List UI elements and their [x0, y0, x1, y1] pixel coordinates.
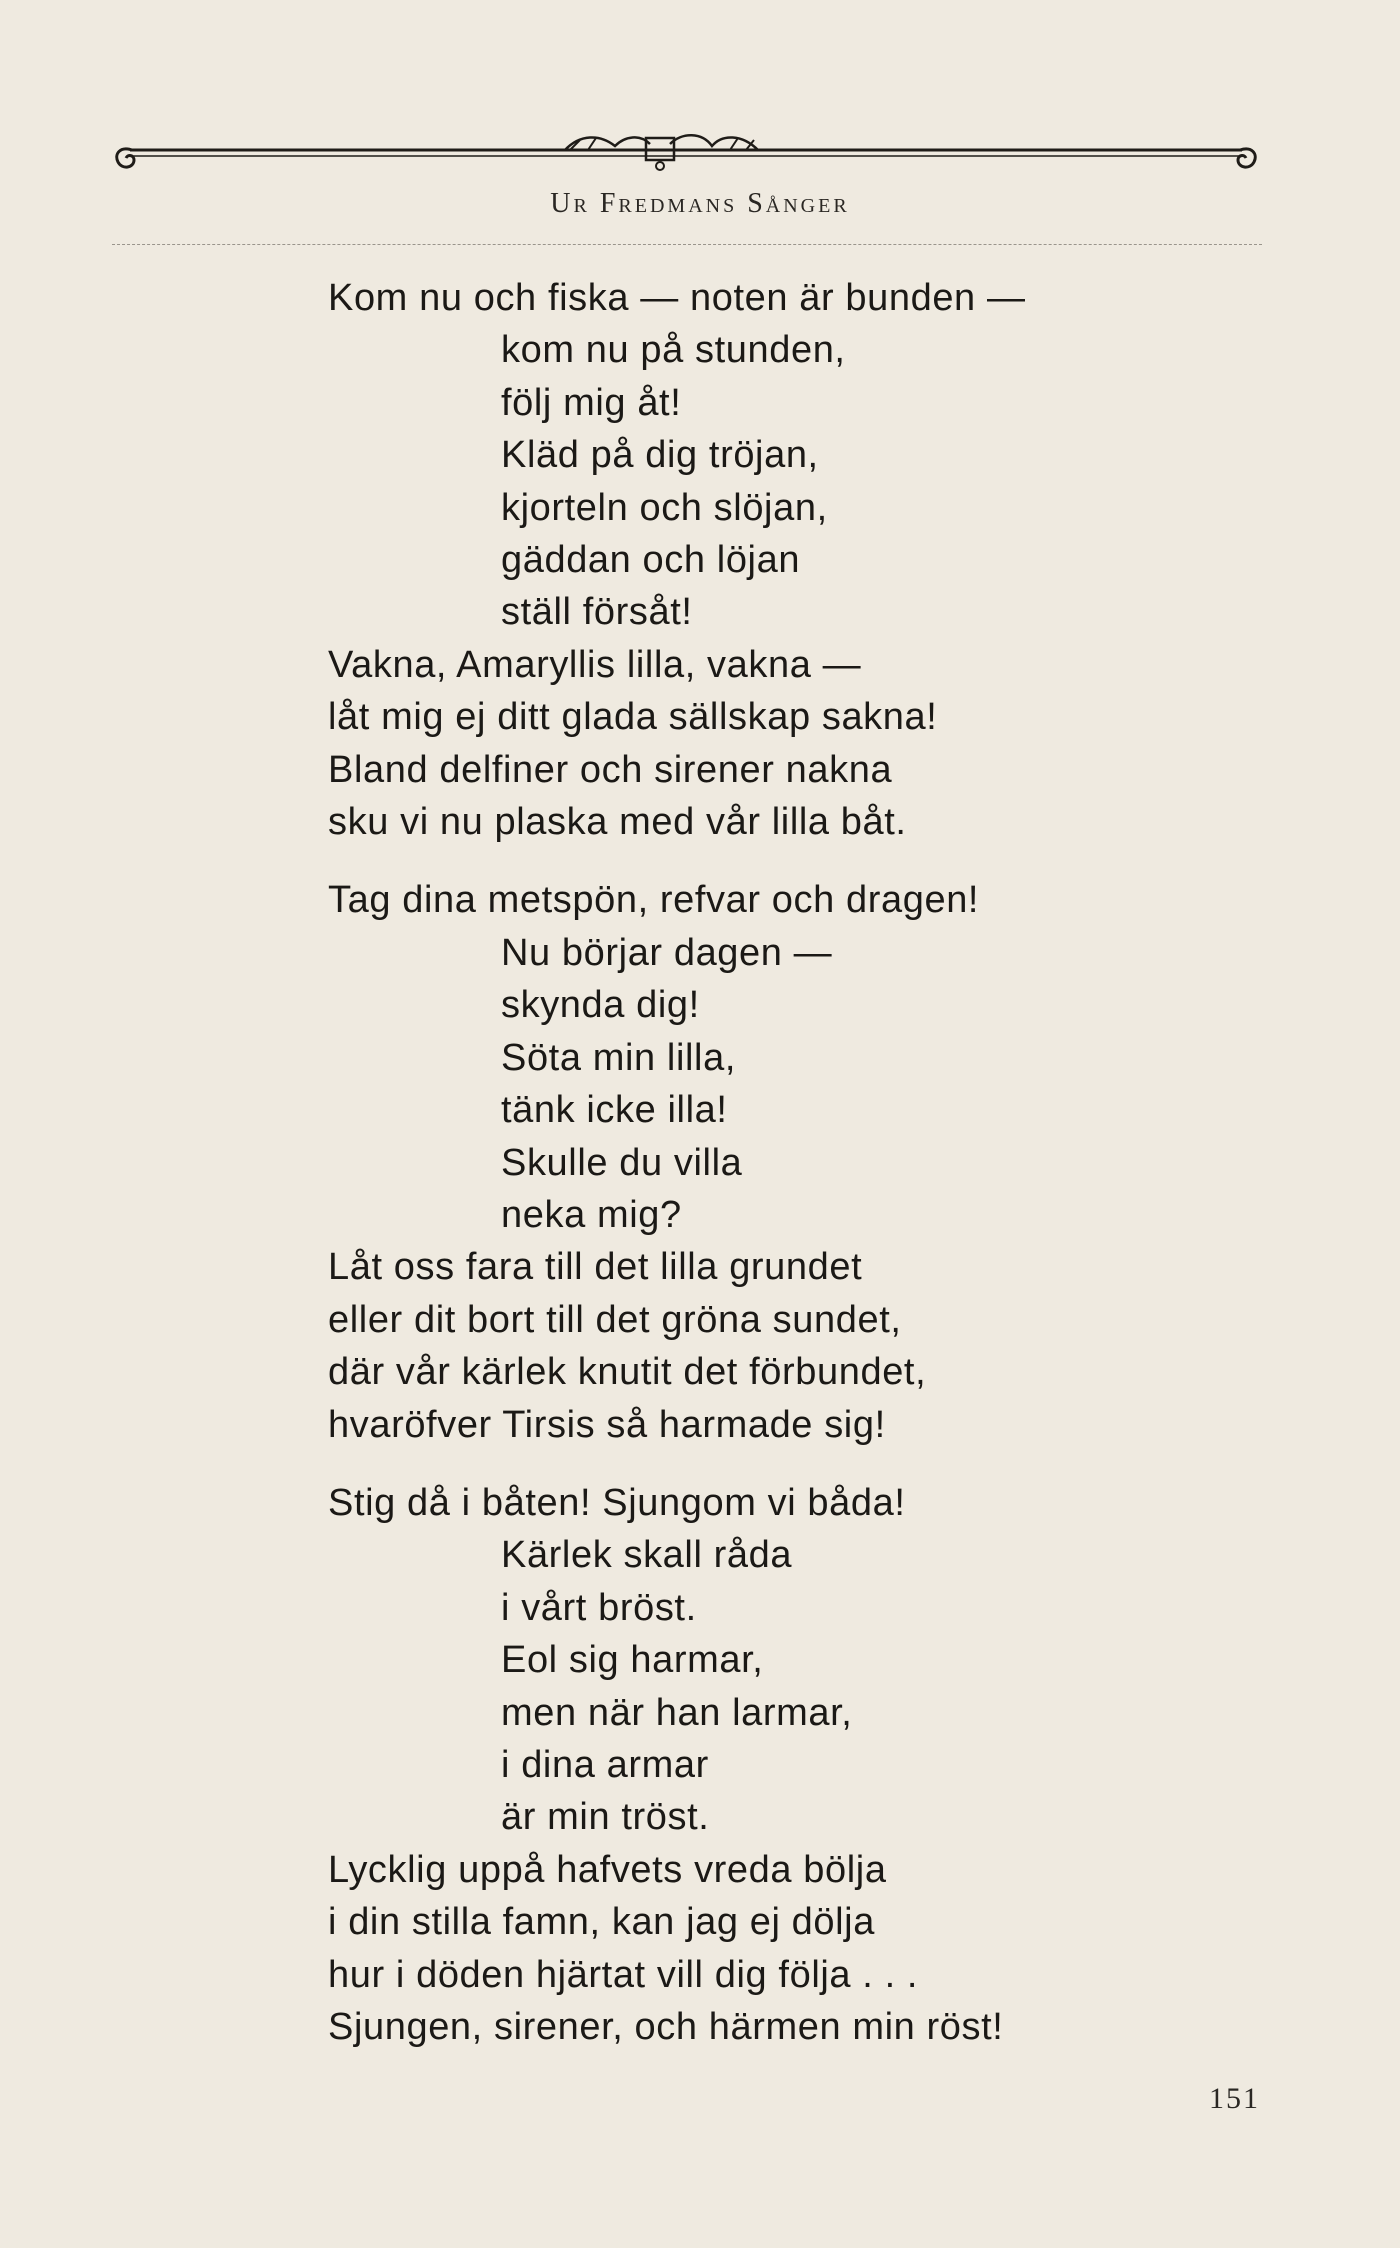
stanza — [328, 272, 1248, 848]
poem-line: i vårt bröst. — [501, 1586, 697, 1629]
ornamental-header-rule — [110, 128, 1260, 188]
poem-line: Kläd på dig tröjan, — [501, 434, 819, 477]
poem-line: Tag dina metspön, refvar och dragen! — [328, 879, 980, 922]
poem-line: ställ försåt! — [501, 591, 693, 634]
poem-line: men när han larmar, — [501, 1691, 853, 1734]
poem-body — [328, 272, 1248, 2079]
poem-line: Söta min lilla, — [501, 1036, 736, 1079]
page-number: 151 — [1209, 2082, 1260, 2115]
poem-line: Eol sig harmar, — [501, 1639, 764, 1682]
poem-line: Låt oss fara till det lilla grundet — [328, 1246, 863, 1289]
poem-line: hvaröfver Tirsis så harmade sig! — [328, 1403, 886, 1446]
running-head: Ur Fredmans Sånger — [550, 188, 850, 219]
poem-line: kjorteln och slöjan, — [501, 486, 828, 529]
poem-line: i din stilla famn, kan jag ej dölja — [328, 1901, 875, 1944]
poem-line: eller dit bort till det gröna sundet, — [328, 1298, 902, 1341]
poem-line: Kärlek skall råda — [501, 1534, 793, 1577]
poem-line: Skulle du villa — [501, 1141, 743, 1184]
poem-line: Stig då i båten! Sjungom vi båda! — [328, 1481, 906, 1524]
poem-line: tänk icke illa! — [501, 1089, 728, 1132]
poem-line: neka mig? — [501, 1193, 682, 1236]
poem-line: skynda dig! — [501, 984, 700, 1027]
poem-line: Bland delfiner och sirener nakna — [328, 748, 893, 791]
poem-line: gäddan och löjan — [501, 539, 801, 582]
poem-line: Vakna, Amaryllis lilla, vakna — — [328, 643, 862, 686]
poem-line: Lycklig uppå hafvets vreda bölja — [328, 1848, 887, 1891]
poem-line: där vår kärlek knutit det förbundet, — [328, 1351, 927, 1394]
stanza — [328, 1477, 1248, 2053]
poem-line: kom nu på stunden, — [501, 329, 846, 372]
stanza — [328, 874, 1248, 1450]
poem-line: sku vi nu plaska med vår lilla båt. — [328, 801, 907, 844]
poem-line: Sjungen, sirener, och härmen min röst! — [328, 2006, 1004, 2048]
poem-line: Nu börjar dagen — — [501, 931, 833, 974]
header-divider — [112, 244, 1262, 245]
poem-line: Kom nu och fiska — noten är bunden — — [328, 277, 1026, 319]
poem-line: låt mig ej ditt glada sällskap sakna! — [328, 696, 938, 739]
poem-line: är min tröst. — [501, 1796, 710, 1839]
poem-line: följ mig åt! — [501, 381, 682, 424]
poem-line: hur i döden hjärtat vill dig följa . . . — [328, 1953, 919, 1996]
poem-line: i dina armar — [501, 1743, 709, 1786]
